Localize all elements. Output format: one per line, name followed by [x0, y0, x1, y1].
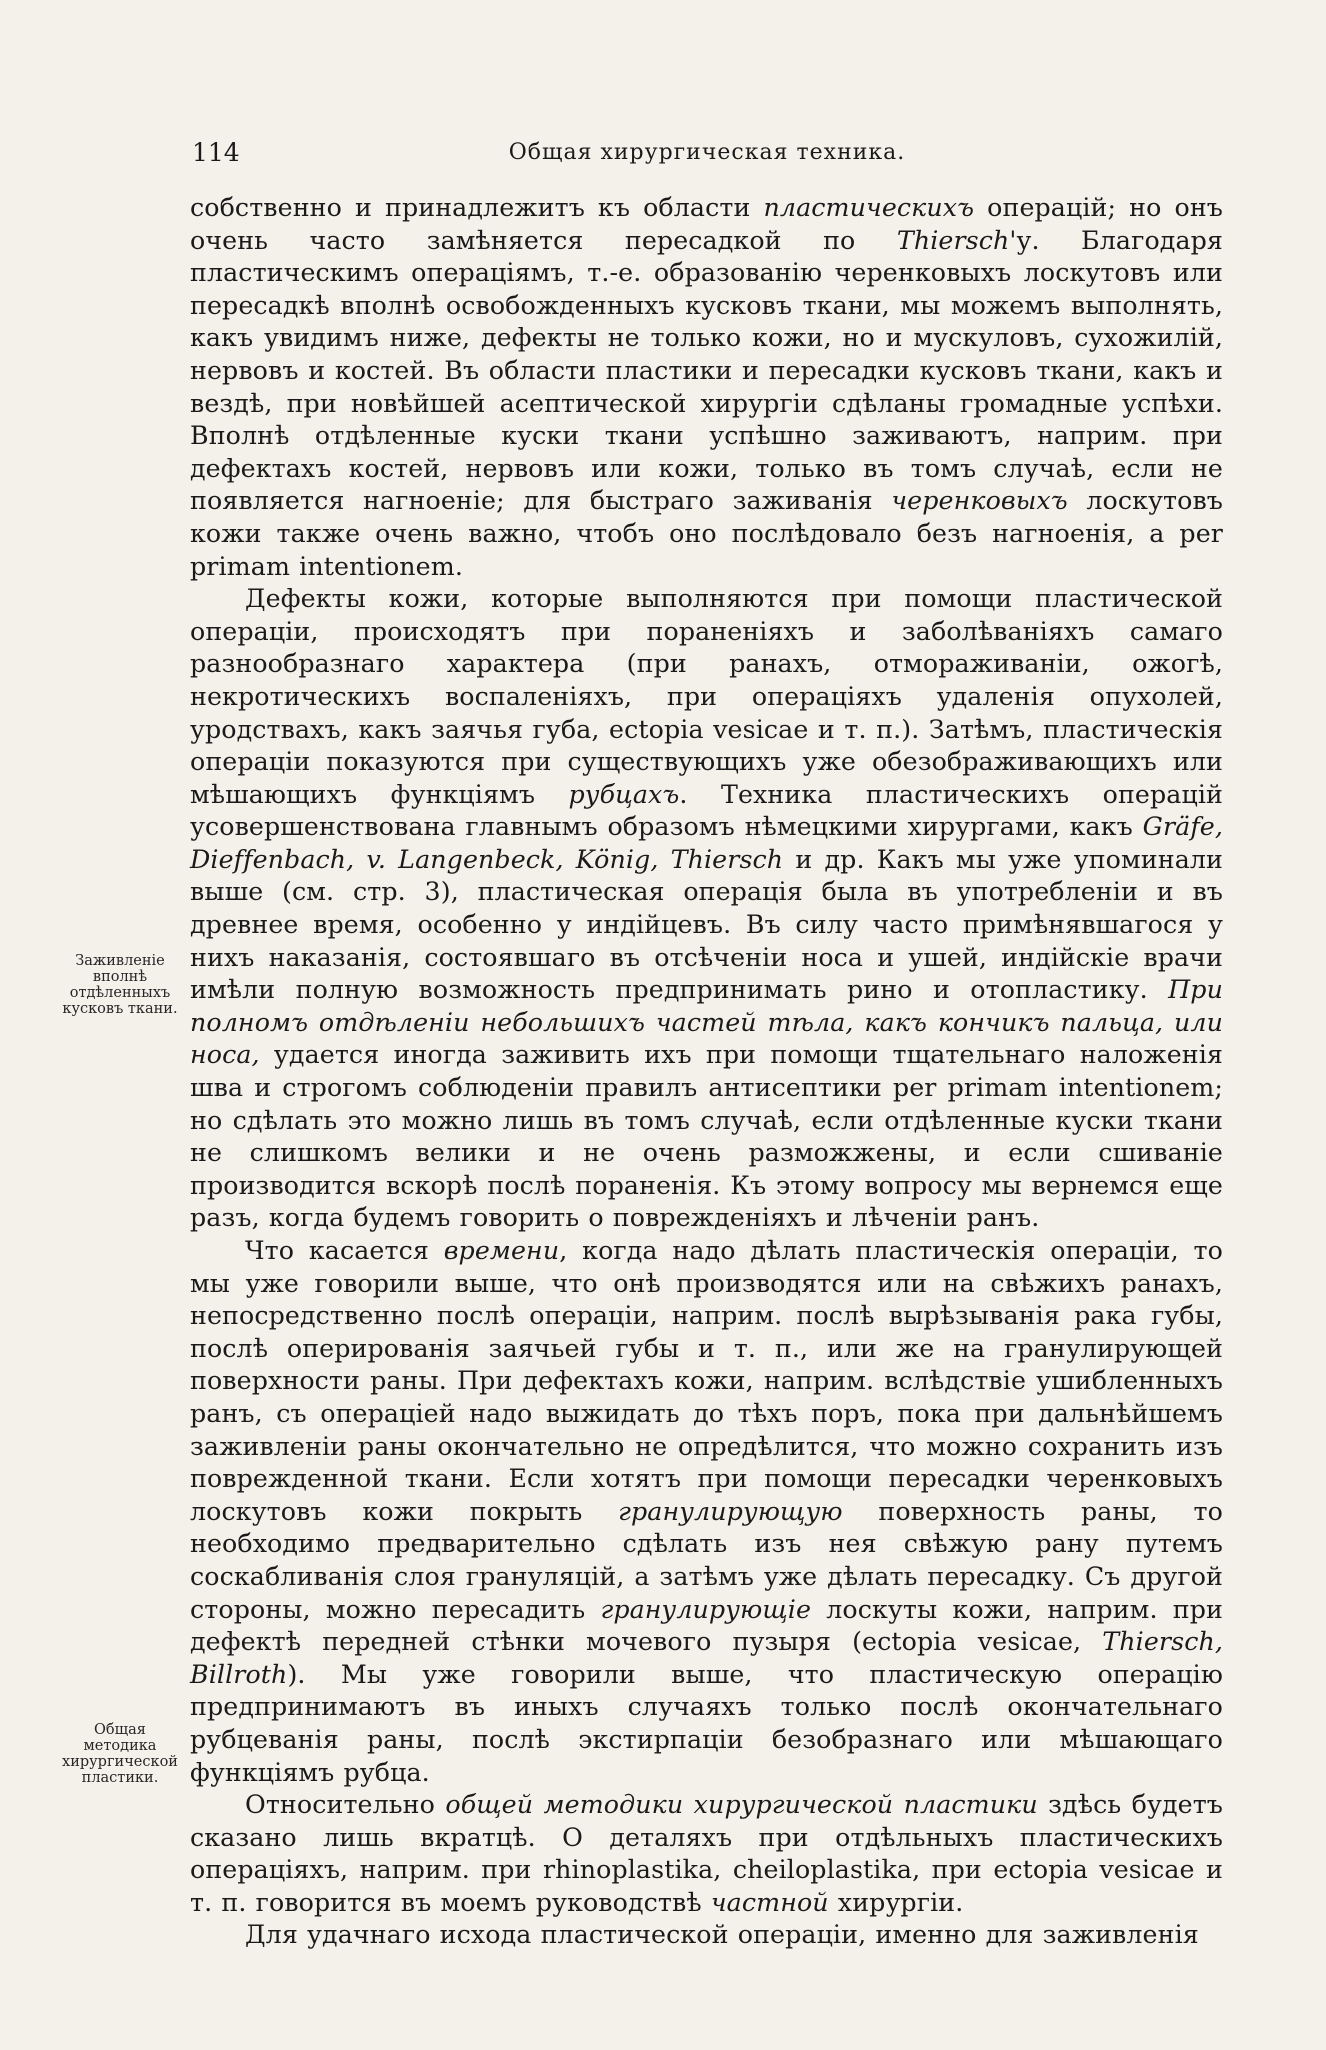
paragraph — [190, 583, 1223, 1235]
italic-text: рубцахъ — [568, 779, 680, 809]
text-run: Что касается — [245, 1236, 444, 1265]
italic-text: гранулирующую — [618, 1496, 843, 1526]
text-run: собственно и принадлежитъ къ области — [190, 193, 764, 222]
italic-text: Thiersch, Billroth — [190, 1627, 1223, 1689]
italic-text: При полномъ отдѣленіи небольшихъ частей тѣла, какъ кончикъ пальца, или носа, — [190, 975, 1223, 1070]
italic-text: Thiersch — [896, 225, 1010, 255]
paragraph — [190, 1235, 1223, 1789]
italic-text: черенковыхъ — [891, 486, 1068, 516]
text-run: здѣсь будетъ сказано лишь вкратцѣ. О деталяхъ при отдѣльныхъ пластическихъ операціяхъ, наприм. при rhinoplastika, cheiloplastika, при ectopia vesicae и т. п. говорится въ моемъ руководствѣ — [190, 1790, 1224, 1917]
text-run: хирургіи. — [828, 1887, 964, 1917]
margin-note-healing: Заживленіе вполнѣ отдѣленныхъ кусковъ ткани. — [62, 953, 178, 1017]
text-run: операцій; но онъ очень часто замѣняется пересадкой по — [190, 193, 1223, 255]
text-run: Относительно — [245, 1790, 446, 1820]
text-run: и др. Какъ мы уже упоминали выше (см. стр. 3), пластическая операція была въ употребленіи и въ древнее время, особенно у индійцевъ. Въ силу часто примѣнявшагося у нихъ наказанія, состоявшаго въ отсѣченіи носа и ушей, индійскіе врачи имѣли полную возможность предпринимать рино и отопластику. — [190, 844, 1224, 1005]
italic-text: гранулирующіе — [600, 1594, 812, 1624]
italic-text: частной — [710, 1887, 829, 1917]
italic-text: Gräfe, Dieffenbach, v. Langenbeck, König, Thiersch — [190, 812, 1223, 874]
body-text — [190, 192, 1223, 1952]
text-run: Дефекты кожи, которые выполняются при помощи пластической операціи, происходятъ при пораненіяхъ и заболѣваніяхъ самаго разнообразнаго характера (при ранахъ, отмораживаніи, ожогѣ, некротическихъ воспаленіяхъ, при операціяхъ удаленія опухолей, уродствахъ, какъ заячья губа, ectopia vesicae и т. п.). Затѣмъ, пластическія операціи показуются при существующихъ уже обезображивающихъ или мѣшающихъ функціямъ — [190, 584, 1223, 809]
text-run: Для удачнаго исхода пластической операціи, именно для заживленія — [245, 1920, 1199, 1950]
paragraph — [190, 1919, 1223, 1952]
italic-text: общей методики хирургической пластики — [445, 1790, 1038, 1820]
text-run: удается иногда заживить ихъ при помощи тщательнаго наложенія шва и строгомъ соблюденіи правилъ антисептики per primam intentionem; но сдѣлать это можно лишь въ томъ случаѣ, если отдѣленные куски ткани не слишкомъ велики и не очень разможжены, и если сшиваніе производится вскорѣ послѣ пораненія. Къ этому вопросу мы вернемся еще разъ, когда будемъ говорить о поврежденіяхъ и лѣченіи ранъ. — [190, 1040, 1223, 1233]
text-run: лоскутовъ кожи также очень важно, чтобъ оно послѣдовало безъ нагноенія, а per primam intentionem. — [190, 486, 1224, 581]
page-header — [192, 138, 1222, 178]
italic-text: времени — [443, 1236, 560, 1265]
text-run: 'у. Благодаря пластическимъ операціямъ, т.-е. образованію черенковыхъ лоскутовъ или пересадкѣ вполнѣ освобожденныхъ кусковъ ткани, мы можемъ выполнять, какъ увидимъ ниже, дефекты не только кожи, но и мускуловъ, сухожилій, нервовъ и костей. Въ области пластики и пересадки кусковъ ткани, какъ и вездѣ, при новѣйшей асептической хирургіи сдѣланы громадные успѣхи. Вполнѣ отдѣленные куски ткани успѣшно заживаютъ, наприм. при дефектахъ костей, нервовъ или кожи, только въ томъ случаѣ, если не появляется нагноеніе; для быстраго заживанія — [190, 225, 1223, 516]
text-run: . Техника пластическихъ операцій усовершенствована главнымъ образомъ нѣмецкими хирургами, какъ — [190, 779, 1223, 842]
text-run: поверхность раны, то необходимо предварительно сдѣлать изъ нея свѣжую рану путемъ соскабливанія слоя грануляцій, а затѣмъ уже дѣлать пересадку. Съ другой стороны, можно пересадить — [190, 1496, 1223, 1624]
running-title: Общая хирургическая техника. — [508, 140, 906, 165]
paragraph — [190, 1789, 1223, 1919]
paragraph — [190, 192, 1223, 583]
text-run: ). Мы уже говорили выше, что пластическую операцію предпринимаютъ въ иныхъ случаяхъ только послѣ окончательнаго рубцеванія раны, послѣ экстирпаціи безобразнаго или мѣшающаго функціямъ рубца. — [190, 1659, 1223, 1787]
text-run: лоскуты кожи, наприм. при дефектѣ передней стѣнки мочевого пузыря (ectopia vesicae, — [190, 1594, 1223, 1657]
page-number: 114 — [192, 138, 240, 167]
margin-note-methodology: Общая методика хирургической пластики. — [62, 1722, 178, 1786]
italic-text: пластическихъ — [763, 193, 975, 222]
text-run: , когда надо дѣлать пластическія операціи, то мы уже говорили выше, что онѣ производятся или на свѣжихъ ранахъ, непосредственно послѣ операціи, наприм. послѣ вырѣзыванія рака губы, послѣ оперированія заячьей губы и т. п., или же на гранулирующей поверхности раны. При дефектахъ кожи, наприм. вслѣдствіе ушибленныхъ ранъ, съ операціей надо выжидать до тѣхъ поръ, пока при дальнѣйшемъ заживленіи раны окончательно не опредѣлится, что можно сохранить изъ поврежденной ткани. Если хотятъ при помощи пересадки черенковыхъ лоскутовъ кожи покрыть — [190, 1236, 1223, 1526]
